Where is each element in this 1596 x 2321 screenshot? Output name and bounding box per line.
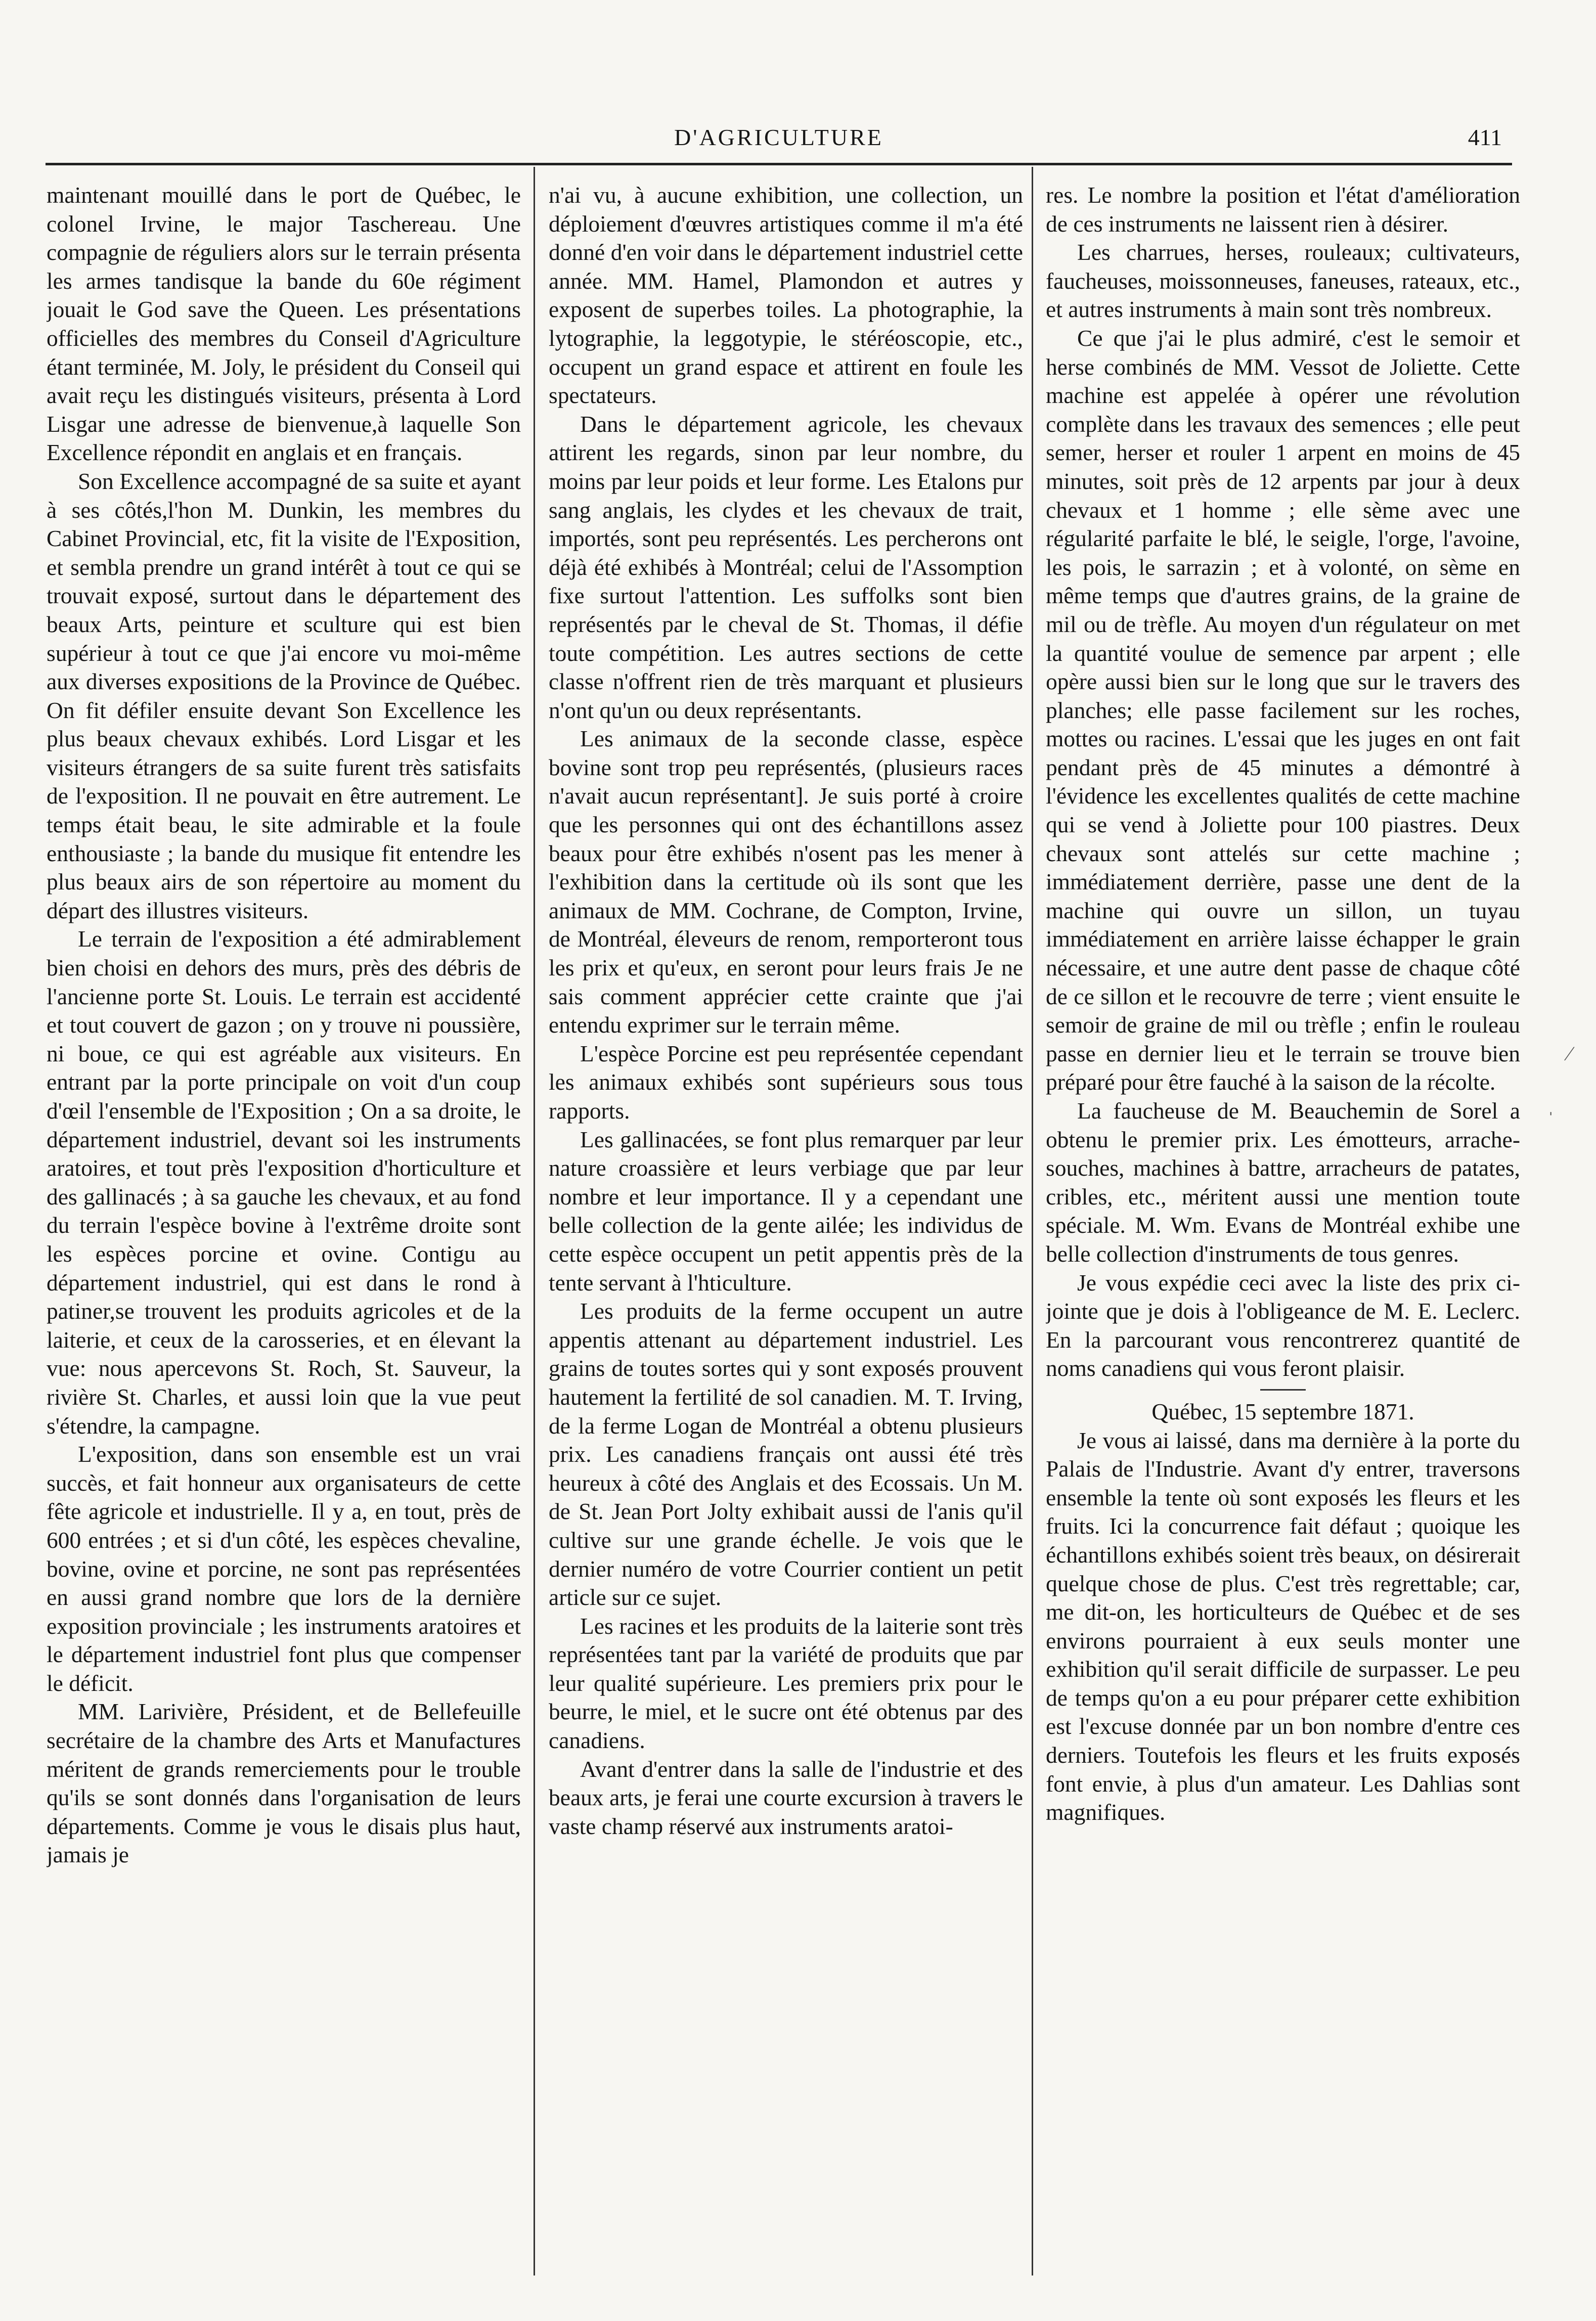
column-2 (549, 181, 1023, 2264)
paragraph: La faucheuse de M. Beauchemin de Sorel a obtenu le premier prix. Les émotteurs, arrache-souches, machines à battre, arracheurs de patates, cribles, etc., méritent aussi une mention toute spéciale. M. Wm. Evans de Montréal exhibe une belle collection d'instruments de tous genres. (1046, 1098, 1520, 1267)
dateline: Québec, 15 septembre 1871. (1151, 1398, 1414, 1424)
paragraph: MM. Larivière, Président, et de Bellefeuille secrétaire de la chambre des Arts et Manufactures méritent de grands remerciements pour le trouble qu'ils se sont donnés dans l'organisation de leurs départements. Comme je vous le disais plus haut, jamais je (47, 1699, 521, 1868)
column-divider-2 (1032, 167, 1033, 2275)
paragraph: Les produits de la ferme occupent un autre appentis attenant au département industriel. Les grains de toutes sortes qui y sont exposés prouvent hautement la fertilité de sol canadien. M. T. Irving, de la ferme Logan de Montréal a obtenu plusieurs prix. Les canadiens français ont aussi été très heureux à côté des Anglais et des Ecossais. Un M. de St. Jean Port Jolty exhibait aussi de l'anis qu'il cultive sur une grande échelle. Je vois que le dernier numéro de votre Courrier contient un petit article sur ce sujet. (549, 1298, 1023, 1611)
margin-speck: ˌ (1547, 1093, 1555, 1115)
running-title: D'AGRICULTURE (674, 124, 883, 150)
paragraph: Les charrues, herses, rouleaux; cultivateurs, faucheuses, moissonneuses, faneuses, rateaux, etc., et autres instruments à main sont très nombreux. (1046, 239, 1520, 323)
column-1 (47, 181, 521, 2264)
paragraph: Le terrain de l'exposition a été admirablement bien choisi en dehors des murs, près des débris de l'ancienne porte St. Louis. Le terrain est accidenté et tout couvert de gazon ; on y trouve ni poussière, ni boue, ce qui est agréable aux visiteurs. En entrant par la porte principale on voit d'un coup d'œil l'ensemble de l'Exposition ; On a sa droite, le département industriel, devant soi les instruments aratoires, et tout près l'exposition d'horticulture et des gallinacés ; à sa gauche les chevaux, et au fond du terrain l'espèce bovine à l'extrême droite sont les espèces porcine et ovine. Contigu au département industriel, qui est dans le rond à patiner,se trouvent les produits agricoles et de la laiterie, et ceux de la carosseries, et en élevant la vue: nous apercevons St. Roch, St. Sauveur, la rivière St. Charles, et aussi loin que la vue peut s'étendre, la campagne. (47, 926, 521, 1439)
paragraph: Avant d'entrer dans la salle de l'industrie et des beaux arts, je ferai une courte excursion à travers le vaste champ réservé aux instruments aratoi- (549, 1756, 1023, 1839)
paragraph: L'exposition, dans son ensemble est un vrai succès, et fait honneur aux organisateurs de cette fête agricole et industrielle. Il y a, en tout, près de 600 entrées ; et si d'un côté, les espèces chevaline, bovine, ovine et porcine, ne sont pas représentées en aussi grand nombre que lors de la dernière exposition provinciale ; les instruments aratoires et le département industriel font plus que compenser le déficit. (47, 1441, 521, 1696)
page-number: 411 (1468, 124, 1502, 150)
paragraph: maintenant mouillé dans le port de Québec, le colonel Irvine, le major Taschereau. Une compagnie de réguliers alors sur le terrain présenta les armes tandisque la bande du 60e régiment jouait le God save the Queen. Les présentations officielles des membres du Conseil d'Agriculture étant terminée, M. Joly, le président du Conseil qui avait reçu les distingués visiteurs, présenta à Lord Lisgar une adresse de bienvenue,à laquelle Son Excellence répondit en anglais et en français. (47, 182, 521, 466)
column-divider-1 (534, 167, 535, 2275)
column-3 (1046, 181, 1520, 2264)
paragraph: Les racines et les produits de la laiterie sont très représentées tant par la variété de produits que par leur qualité supérieure. Les premiers prix pour le beurre, le miel, et le sucre ont été obtenus par des canadiens. (549, 1613, 1023, 1754)
paragraph: n'ai vu, à aucune exhibition, une collection, un déploiement d'œuvres artistiques comme il m'a été donné d'en voir dans le département industriel cette année. MM. Hamel, Plamondon et autres y exposent de superbes toiles. La photographie, la lytographie, la leggotypie, le stéréoscopie, etc., occupent un grand espace et attirent en foule les spectateurs. (549, 182, 1023, 409)
paragraph: Je vous expédie ceci avec la liste des prix ci-jointe que je dois à l'obligeance de M. E. Leclerc. En la parcourant vous rencontrerez quantité de noms canadiens qui vous feront plaisir. (1046, 1269, 1520, 1381)
paragraph: Son Excellence accompagné de sa suite et ayant à ses côtés,l'hon M. Dunkin, les membres du Cabinet Provincial, etc, fit la visite de l'Exposition, et sembla prendre un grand intérêt à tout ce qui se trouvait exposé, surtout dans le département des beaux Arts, peinture et sculture qui est bien supérieur à tout ce que j'ai encore vu moi-même aux diverses expositions de la Province de Québec. On fit défiler ensuite devant Son Excellence les plus beaux chevaux exhibés. Lord Lisgar et les visiteurs étrangers de sa suite furent très satisfaits de l'exposition. Il ne pouvait en être autrement. Le temps était beau, le site admirable et la foule enthousiaste ; la bande du musique fit entendre les plus beaux airs de son répertoire au moment du départ des illustres visiteurs. (47, 468, 521, 923)
paragraph: L'espèce Porcine est peu représentée cependant les animaux exhibés sont supérieurs sous tous rapports. (549, 1040, 1023, 1124)
paragraph: res. Le nombre la position et l'état d'amélioration de ces instruments ne laissent rien à désirer. (1046, 182, 1520, 237)
header-rule (46, 163, 1512, 165)
paragraph: Les gallinacées, se font plus remarquer par leur nature croassière et leurs verbiage que par leur nombre et leur importance. Il y a cependant une belle collection de la gente ailée; les individus de cette espèce occupent un petit appentis près de la tente servant à l'hticulture. (549, 1126, 1023, 1296)
paragraph: Dans le département agricole, les chevaux attirent les regards, sinon par leur nombre, du moins par leur poids et leur forme. Les Etalons pur sang anglais, les clydes et les chevaux de trait, importés, sont peu représentés. Les percherons ont déjà été exhibés à Montréal; celui de l'Assomption fixe surtout l'attention. Les suffolks sont bien représentés par le cheval de St. Thomas, il défie toute compétition. Les autres sections de cette classe n'offrent rien de très marquant et plusieurs n'ont qu'un ou deux représentants. (549, 411, 1023, 723)
section-separator (1260, 1389, 1306, 1391)
page-header (46, 104, 1512, 154)
paragraph: Les animaux de la seconde classe, espèce bovine sont trop peu représentés, (plusieurs races n'avait aucun représentant]. Je suis porté à croire que les personnes qui ont des échantillons assez beaux pour être exhibés n'osent pas les mener à l'exhibition dans la certitude où ils sont que les animaux de MM. Cochrane, de Compton, Irvine, de Montréal, éleveurs de renom, remporteront tous les prix et qu'eux, en seront pour leurs frais Je ne sais comment apprécier cette crainte que j'ai entendu exprimer sur le terrain même. (549, 726, 1023, 1038)
paragraph: Ce que j'ai le plus admiré, c'est le semoir et herse combinés de MM. Vessot de Joliette. Cette machine est appelée à opérer une révolution complète dans les travaux des semences ; elle peut semer, herser et rouler 1 arpent en moins de 45 minutes, soit près de 12 arpents par jour à deux chevaux et 1 homme ; elle sème avec une régularité parfaite le blé, le seigle, l'orge, l'avoine, les pois, le sarrazin ; et à volonté, on sème en même temps que d'autres grains, de la graine de mil ou de trèfle. Au moyen d'un régulateur on met la quantité voulue de semence par arpent ; elle opère aussi bien sur le long que sur le travers des planches; elle passe facilement sur les roches, mottes ou racines. L'essai que les juges en ont fait pendant près de 45 minutes a démontré à l'évidence les excellentes qualités de cette machine qui se vend à Joliette pour 100 piastres. Deux chevaux sont attelés sur cette machine ; immédiatement derrière, passe une dent de la machine qui ouvre un sillon, un tuyau immédiatement en arrière laisse échapper le grain nécessaire, et une autre dent passe de chaque côté de ce sillon et le recouvre de terre ; vient ensuite le semoir de graine de mil ou trèfle ; enfin le rouleau passe en dernier lieu et le terrain se trouve bien préparé pour être fauché à la saison de la récolte. (1046, 325, 1520, 1095)
paragraph: Je vous ai laissé, dans ma dernière à la porte du Palais de l'Industrie. Avant d'y entrer, traversons ensemble la tente où sont exposés les fleurs et les fruits. Ici la concurrence fait défaut ; quoique les échantillons exhibés soient très beaux, on désirerait quelque chose de plus. C'est très regrettable; car, me dit-on, les horticulteurs de Québec et de ses environs pourraient à eux seuls monter une exhibition qu'il serait difficile de surpasser. Le peu de temps qu'on a eu pour préparer cette exhibition est l'excuse donnée par un bon nombre d'entre ces derniers. Toutefois les fleurs et les fruits exposés font envie, à plus d'un amateur. Les Dahlias sont magnifiques. (1046, 1427, 1520, 1825)
margin-speck: ⁄ (1568, 1042, 1571, 1065)
